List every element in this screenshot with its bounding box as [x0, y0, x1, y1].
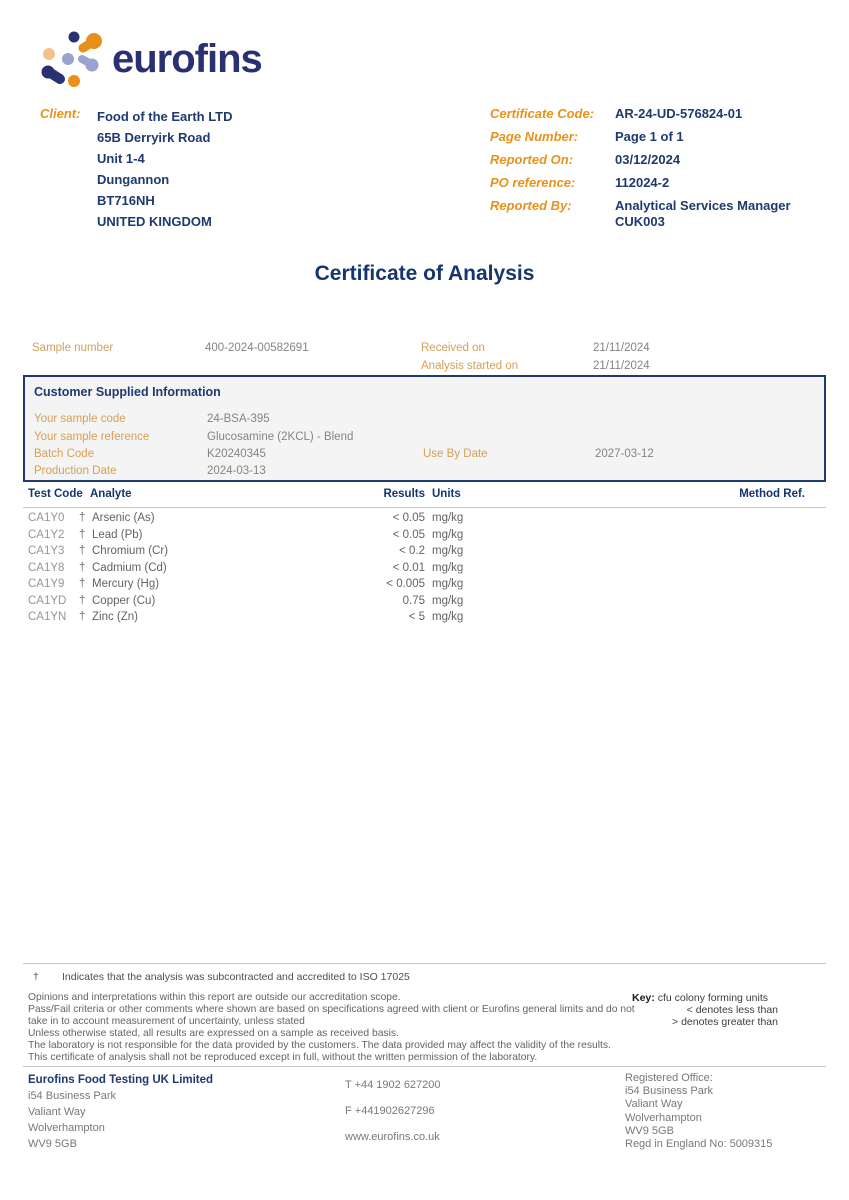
production-date-label: Production Date	[34, 465, 117, 477]
header-units: Units	[432, 488, 461, 500]
result-units: mg/kg	[432, 611, 464, 623]
subcontract-flag: †	[79, 561, 86, 574]
client-name: Food of the Earth LTD	[97, 109, 233, 124]
analyte-name: Cadmium (Cd)	[92, 561, 167, 574]
test-code: CA1Y2	[28, 528, 65, 541]
test-code: CA1YN	[28, 611, 67, 623]
result-units: mg/kg	[432, 578, 464, 590]
test-code: CA1YD	[28, 594, 67, 607]
meta-label: Certificate Code:	[490, 106, 595, 121]
certificate-code-value: AR-24-UD-576824-01	[615, 106, 743, 121]
use-by-date-label: Use By Date	[423, 448, 488, 460]
analysis-started-value: 21/11/2024	[593, 360, 650, 372]
received-on-label: Received on	[421, 342, 485, 354]
header-analyte: Analyte	[90, 488, 132, 500]
disclaimer-line: The laboratory is not responsible for the data provided by the customers. The data provided may affect the validity of the results.	[28, 1040, 611, 1051]
reported-by-code: CUK003	[615, 214, 665, 229]
analyte-name: Zinc (Zn)	[92, 611, 138, 623]
logo-wordmark: eurofins	[112, 37, 262, 81]
results-table-body	[0, 512, 849, 628]
footer-company-address	[28, 1072, 213, 1152]
result-units: mg/kg	[432, 594, 464, 607]
test-code: CA1Y9	[28, 578, 65, 590]
eurofins-dots-icon	[38, 28, 106, 90]
disclaimer-line: Unless otherwise stated, all results are expressed on a sample as received basis.	[28, 1028, 399, 1039]
registered-office-line: Regd in England No: 5009315	[625, 1138, 773, 1151]
reported-by-role: Analytical Services Manager	[615, 198, 791, 213]
sample-code-value: 24-BSA-395	[207, 413, 270, 425]
reported-by-value	[615, 198, 791, 230]
analyte-name: Chromium (Cr)	[92, 545, 169, 557]
result-units: mg/kg	[432, 545, 464, 557]
key-line-less-than: < denotes less than	[686, 1004, 778, 1016]
meta-label: PO reference:	[490, 175, 576, 190]
table-row	[0, 578, 849, 595]
table-row	[0, 545, 849, 562]
batch-code-label: Batch Code	[34, 448, 95, 460]
subcontract-flag: †	[79, 594, 86, 607]
footer-registered-office	[625, 1072, 772, 1151]
subcontract-flag: †	[79, 528, 86, 541]
result-value: < 5	[408, 611, 425, 623]
meta-label: Reported By:	[490, 198, 572, 213]
analyte-name: Mercury (Hg)	[92, 578, 160, 590]
result-value: < 0.2	[399, 545, 425, 557]
key-label: Key:	[632, 992, 655, 1004]
key-cfu-text: cfu colony forming units	[657, 992, 768, 1004]
footer-address-line: i54 Business Park	[28, 1090, 117, 1102]
subcontract-flag: †	[79, 512, 86, 524]
footer-divider	[23, 1066, 826, 1067]
batch-code-value: K20240345	[207, 448, 266, 460]
registered-office-line: Registered Office:	[625, 1072, 713, 1084]
footer-address-line: Valiant Way	[28, 1106, 86, 1118]
footer-phone: T +44 1902 627200	[345, 1079, 441, 1091]
client-address-line: Dungannon	[97, 172, 170, 187]
po-reference-value: 112024-2	[615, 175, 670, 190]
disclaimer-line: This certificate of analysis shall not be reproduced except in full, without the written permission of the laboratory.	[28, 1052, 538, 1063]
header-method-ref: Method Ref.	[739, 488, 805, 500]
footer-fax: F +441902627296	[345, 1105, 435, 1117]
key-line-greater-than: > denotes greater than	[672, 1016, 778, 1028]
result-value: < 0.005	[386, 578, 425, 590]
received-on-value: 21/11/2024	[593, 342, 650, 354]
table-header-divider	[23, 507, 826, 508]
page-title: Certificate of Analysis	[314, 262, 535, 285]
result-units: mg/kg	[432, 561, 464, 574]
client-address-line: Unit 1-4	[97, 151, 145, 166]
subcontract-flag: †	[79, 611, 86, 623]
table-row	[0, 562, 849, 579]
test-code: CA1Y8	[28, 561, 65, 574]
key-legend	[632, 992, 778, 1028]
analyte-name: Arsenic (As)	[92, 512, 155, 524]
header-results: Results	[383, 488, 425, 500]
meta-label: Reported On:	[490, 152, 574, 167]
key-line-cfu	[632, 992, 778, 1004]
footer-company-name: Eurofins Food Testing UK Limited	[28, 1074, 214, 1086]
table-row	[0, 529, 849, 546]
meta-row-po-reference	[490, 175, 830, 191]
client-label: Client:	[40, 106, 81, 121]
dagger-symbol: †	[33, 971, 39, 983]
production-date-value: 2024-03-13	[207, 465, 266, 477]
meta-row-reported-on	[490, 152, 830, 168]
certificate-meta	[490, 106, 830, 237]
header-test-code: Test Code	[28, 488, 83, 500]
client-address-line: 65B Derryirk Road	[97, 130, 211, 145]
footer-website: www.eurofins.co.uk	[345, 1131, 440, 1143]
client-address-line: UNITED KINGDOM	[97, 214, 212, 229]
client-address-line: BT716NH	[97, 193, 155, 208]
subcontract-flag: †	[79, 545, 86, 557]
test-code: CA1Y0	[28, 512, 65, 524]
analyte-name: Lead (Pb)	[92, 528, 143, 541]
use-by-date-value: 2027-03-12	[595, 448, 654, 460]
meta-row-certificate-code	[490, 106, 830, 122]
page-number-value: Page 1 of 1	[615, 129, 684, 144]
result-value: < 0.05	[392, 512, 425, 524]
disclaimer-block	[28, 992, 636, 1064]
registered-office-line: Valiant Way	[625, 1098, 683, 1111]
disclaimer-line: Pass/Fail criteria or other comments where shown are based on specifications agreed with client or Eurofins general limits and do not take in to account measurement of uncertainty, unless stated	[28, 1004, 635, 1027]
sample-number-label: Sample number	[32, 342, 114, 354]
meta-label: Page Number:	[490, 129, 579, 144]
footer-address-line: Wolverhampton	[28, 1122, 105, 1134]
table-row	[0, 595, 849, 612]
client-address	[97, 106, 233, 232]
analyte-name: Copper (Cu)	[92, 594, 156, 607]
subcontract-flag: †	[79, 578, 86, 590]
footnote-text: Indicates that the analysis was subcontracted and accredited to ISO 17025	[62, 971, 410, 983]
registered-office-line: WV9 5GB	[625, 1124, 674, 1137]
customer-supplied-info-box	[23, 375, 826, 482]
result-value: 0.75	[402, 594, 425, 607]
sample-number-value: 400-2024-00582691	[205, 342, 309, 354]
table-row	[0, 512, 849, 529]
meta-row-reported-by	[490, 198, 830, 230]
result-value: < 0.05	[392, 528, 425, 541]
result-units: mg/kg	[432, 512, 464, 524]
registered-office-line: i54 Business Park	[625, 1085, 714, 1098]
meta-row-page-number	[490, 129, 830, 145]
sample-reference-label: Your sample reference	[34, 431, 150, 443]
analysis-started-label: Analysis started on	[421, 360, 519, 372]
footer-address-line: WV9 5GB	[28, 1138, 77, 1150]
result-value: < 0.01	[392, 561, 425, 574]
eurofins-logo	[38, 28, 262, 90]
footer-contact	[345, 1072, 441, 1150]
test-code: CA1Y3	[28, 545, 65, 557]
table-row	[0, 611, 849, 628]
customer-box-title: Customer Supplied Information	[34, 385, 221, 399]
sample-code-label: Your sample code	[34, 413, 126, 425]
sample-reference-value: Glucosamine (2KCL) - Blend	[207, 431, 354, 443]
registered-office-line: Wolverhampton	[625, 1111, 702, 1124]
footnote-divider	[23, 963, 826, 964]
result-units: mg/kg	[432, 528, 464, 541]
disclaimer-line: Opinions and interpretations within this report are outside our accreditation scope.	[28, 992, 401, 1003]
reported-on-value: 03/12/2024	[615, 152, 681, 167]
